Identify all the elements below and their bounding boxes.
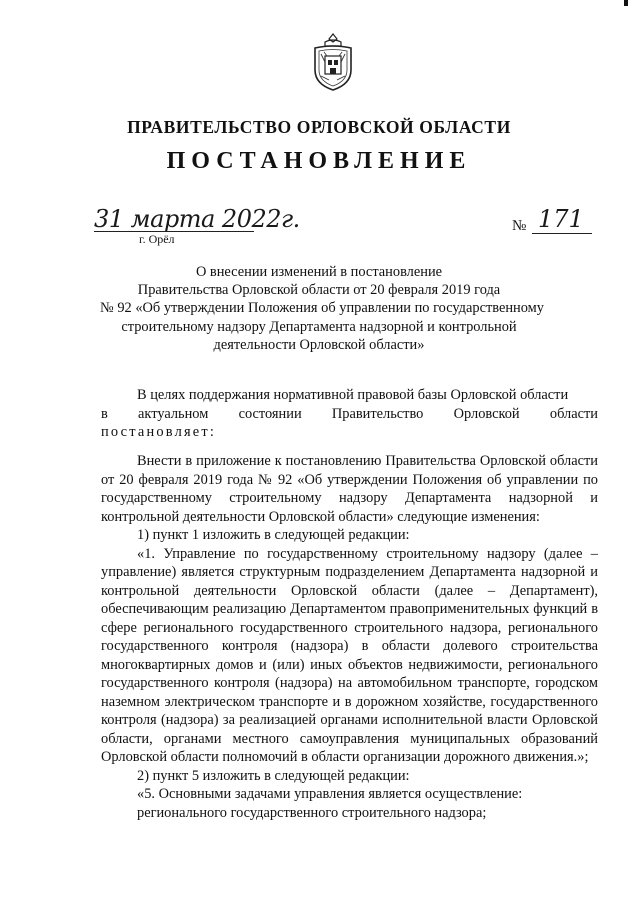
- item-1-text: «1. Управление по государственному строительному надзору (далее – управление) является структурным подразделением Департамента надзорной и контрольной деятельности Орловской области (далее – Департамент), обеспечивающим реализацию Департаментом правоприменительных функций в сфере регионального государственного строительного надзора, регионального государственного контроля (надзора) в области долевого строительства многоквартирных домов и (или) иных объектов недвижимости, регионального государственного контроля (надзора) на автомобильном транспорте, городском наземном электрическом транспорте и в дорожном хозяйстве, государственного контроля (надзора) за реализацией органами исполнительной власти Орловской области, органами местного самоуправления муниципальных образований Орловской области полномочий в области организации дорожного движения.»;: [101, 545, 598, 765]
- city-label: г. Орёл: [139, 232, 175, 246]
- subject-line: О внесении изменений в постановление: [195, 264, 443, 280]
- item-1-heading: 1) пункт 1 изложить в следующей редакции:: [137, 527, 410, 543]
- handwritten-date: 31 марта 2022г.: [94, 205, 300, 233]
- number-sign: №: [512, 218, 527, 234]
- document-body: [101, 452, 598, 822]
- subject-line: № 92 «Об утверждении Положения об управлении по государственному: [100, 300, 544, 317]
- government-title: ПРАВИТЕЛЬСТВО ОРЛОВСКОЙ ОБЛАСТИ: [127, 117, 511, 137]
- number-underline: [532, 233, 592, 234]
- item-2-heading: 2) пункт 5 изложить в следующей редакции:: [137, 767, 410, 784]
- handwritten-number: 171: [538, 205, 584, 233]
- preamble-line: В целях поддержания нормативной правовой базы Орловской области: [137, 387, 569, 403]
- body-intro-paragraph: Внести в приложение к постановлению Правительства Орловской области от 20 февраля 2019 года № 92 «Об утверждении Положения об управлении по государственному строительному надзору Департамента надзорной и контрольной деятельности Орловской области» следующие изменения:: [101, 453, 598, 525]
- item-2-subitem: регионального государственного строительного надзора;: [137, 804, 487, 821]
- subject-line: Правительства Орловской области от 20 февраля 2019 года: [137, 282, 501, 299]
- document-subject: [100, 263, 544, 354]
- preamble-line: в актуальном состоянии Правительство Орловской области: [101, 405, 598, 422]
- item-2-text: «5. Основными задачами управления является осуществление:: [137, 786, 523, 802]
- subject-line: деятельности Орловской области»: [213, 336, 425, 353]
- coat-of-arms-icon: [311, 32, 355, 94]
- subject-line: строительному надзору Департамента надзорной и контрольной: [121, 318, 517, 335]
- document-type: ПОСТАНОВЛЕНИЕ: [166, 148, 472, 174]
- preamble: [101, 386, 598, 442]
- preamble-decree-word: постановляет:: [101, 424, 217, 440]
- scan-corner-mark: [624, 0, 628, 6]
